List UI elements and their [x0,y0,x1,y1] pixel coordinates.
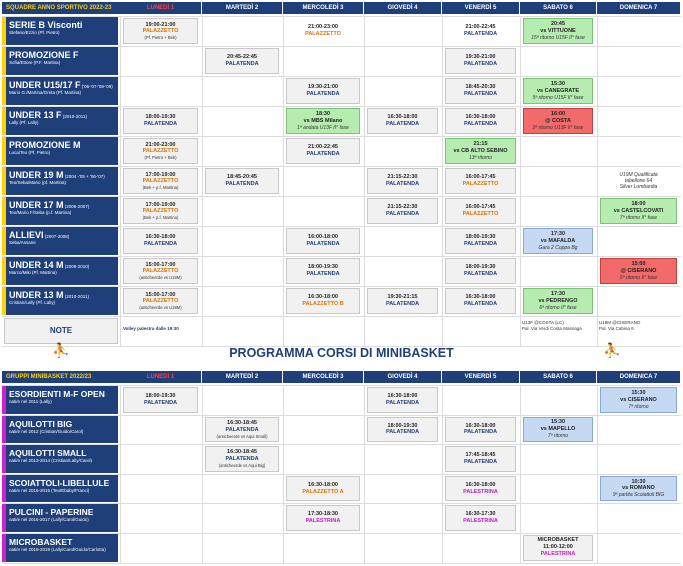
minibasket-cell [367,387,438,413]
cell-line: (Pf. Pietro + Bek) [144,35,177,41]
cell-line: 16:00-17:45 [465,204,496,211]
cell-line: 17:30 [550,291,566,297]
training-cell [123,288,198,314]
team-row-label [2,257,118,285]
training-cell [123,228,198,254]
cell-line: PALATENDA [385,301,420,307]
training-cell [600,258,677,284]
cell-line: 9ª partita Scoiattoli BIG [612,492,665,499]
team-coaches: Luca/Teo (Pf. Pietro) [9,150,51,155]
minibasket-cell [600,476,677,502]
cell-line: vs CISERANO [620,396,657,403]
cell-line: 18:45-20:45 [227,174,257,181]
cell-line: 16:00-17:45 [465,174,496,181]
cell-line: PALESTRINA [463,488,498,495]
minibasket-cell [523,535,593,561]
team-name: UNDER 17 M (2006-2007) [9,200,90,210]
training-cell [123,168,198,194]
cell-line: 21:00-23:00 [308,24,338,31]
training-cell [286,288,360,314]
cell-line: Gara 2 Coppa Bg [538,244,578,251]
top-header-7: DOMENICA 7 [597,2,680,14]
team-years: (2004 -'05 + '06-'07) [63,174,105,179]
group-coaches: nati/e nel 2016-2017 (Lally/Carol/Guido) [9,517,89,523]
section-title: PROGRAMMA CORSI DI MINIBASKET [229,346,454,360]
minibasket-cell [286,505,360,531]
training-cell [286,138,360,164]
training-cell [600,168,677,194]
cell-line: 19:30-21:00 [308,84,338,91]
cell-line: 19:00-21:00 [145,21,176,28]
top-grid-hline [2,316,681,317]
cell-line: 16:30-18:00 [387,114,418,121]
cell-line: 18:00-19:30 [145,392,176,399]
team-name: PROMOZIONE M [9,140,81,150]
cell-line: 6ª ritorno II° fase [619,274,658,281]
cell-line: 16:30-18:00 [387,392,418,399]
cell-line: 18:00 [631,201,646,207]
cell-line: 16:30-17:30 [465,511,496,518]
cell-line: 11:00-12:00 [543,544,573,551]
cell-line: 16:30-18:00 [308,294,338,301]
team-row-label [2,77,118,105]
cell-line: 15:30 [631,389,646,396]
cell-line: PALATENDA [306,241,340,247]
cell-line: 17:00-19:00 [145,201,176,208]
training-cell [445,78,516,104]
training-cell [123,108,198,134]
cell-line: vs CASTELCOVATI [613,207,664,214]
cell-line: PALAZZETTO [142,148,179,155]
minibasket-cell [286,476,360,502]
cell-line: 18:00-19:30 [465,234,496,241]
top-header-3: MERCOLEDÌ 3 [283,2,363,14]
training-cell [523,18,593,44]
training-cell [600,198,677,224]
cell-line: PALATENDA [463,121,498,127]
team-years: (2009-2010) [63,264,90,269]
mini-header-5: VENERDÌ 5 [442,371,519,383]
cell-line: PALATENDA [463,301,498,307]
team-name: SERIE B Visconti [9,20,83,30]
cell-line: 5ª ritorno U15F II° fase [532,94,584,101]
training-cell [205,168,279,194]
cell-line: 18:00-19:30 [387,422,418,429]
team-coaches: Lally (Pf. Lally) [9,120,39,125]
cell-line: PALATENDA [225,181,259,187]
cell-line: 18:00-19:30 [308,264,338,271]
cell-line: Silver Lombardia [619,184,658,191]
cell-line: 18:00-19:30 [465,264,496,271]
training-cell [445,258,516,284]
group-name: AQUILOTTI SMALL [9,448,87,459]
cell-line: 16:30-18:00 [145,234,176,241]
cell-line: PALATENDA [463,271,498,277]
cell-line: vs VITTUONE [540,27,576,34]
cell-line: 15:00-17:00 [145,261,176,268]
cell-line: 7ª ritorno [628,403,649,410]
team-row-label [2,197,118,225]
top-header-6: SABATO 6 [520,2,596,14]
minibasket-cell [600,387,677,413]
training-cell [523,288,593,314]
minibasket-cell [205,446,279,472]
cell-line: PALAZZETTO [142,268,179,275]
team-coaches: Teo/Mario F/Seba (p.f. Martina) [9,210,72,215]
training-cell [123,258,198,284]
team-row-label [2,47,118,75]
training-cell [445,198,516,224]
cell-line: @ COSTA [545,117,571,124]
training-cell [367,108,438,134]
cell-line: PALATENDA [385,429,420,436]
cell-line: PALATENDA [385,121,420,127]
minibasket-cell [445,476,516,502]
cell-line: PALATENDA [463,31,498,37]
cell-line: 15:00-17:00 [145,291,176,298]
mini-header-3: MERCOLEDÌ 3 [283,371,363,383]
training-cell [286,108,360,134]
training-cell [286,258,360,284]
group-coaches: nati/e nel 2018-2019 (Lally/Carol/Guido/Carlotta) [9,547,106,552]
cell-line: 15:30 [550,81,566,87]
cell-line: 2ª ritorno U13F II° fase [532,124,584,131]
cell-line: (Pf. Pietro + Bek) [144,155,177,161]
team-years: ('06-'07-'08-'09) [80,84,113,89]
cell-line: 16:30-18:45 [227,449,257,456]
training-cell [123,18,198,44]
team-coaches: Stefano/Ezzio (Pf. Pietro) [9,30,60,35]
cell-line: 21:15 [473,141,488,147]
cell-line: vs CANEGRATE [536,87,580,94]
cell-line: PALAZZETTO [462,181,499,187]
training-cell [523,108,593,134]
cell-line: 21:15-22:30 [387,174,418,181]
team-row-label [2,167,118,195]
cell-line: 16:30-18:00 [308,481,338,488]
cell-line: 21:00-23:00 [145,141,176,148]
cell-line: @ CISERANO [620,267,657,274]
cell-line: PALATENDA [143,121,178,127]
cell-line: 18:30 [315,111,331,117]
team-row-label [2,287,118,315]
cell-line: (Bek + p.f. Martina) [142,185,179,191]
top-header-4: GIOVEDÌ 4 [364,2,441,14]
cell-line: PALATENDA [463,458,498,465]
team-name: UNDER 13 M (2010-2011) [9,290,89,300]
team-coaches: Cristian/Lally (Pf. Lally) [9,300,56,305]
team-years: (2010-2011) [63,294,89,299]
cell-line: (Bek + p.f. Martina) [142,215,179,221]
training-cell [445,168,516,194]
cell-line: (anticheerde vs Aqui Big) [218,463,266,469]
top-grid-vline [202,16,203,346]
mini-group-label [2,534,118,562]
top-grid-vline [442,16,443,346]
mini-group-label [2,445,118,473]
mini-header-1: LUNEDÌ 1 [120,371,201,383]
team-coaches: Mario G./Martina/Greta (Pf. Martina) [9,90,82,95]
top-grid-vline [597,16,598,346]
training-cell [445,228,516,254]
cell-line: 7ª ritorno [547,433,569,440]
cell-line: 19:30-21:00 [465,54,496,61]
cell-line: PALAZZETTO [305,31,341,37]
team-name: ALLIEVI (2007-2008) [9,230,70,240]
group-coaches: nati/e nel 2016-2015 (Teo/Ebaby/Franci) [9,487,90,493]
cell-line: PALATENDA [225,456,259,463]
group-name: AQUILOTTI BIG [9,418,73,429]
cell-line: PALATENDA [225,426,259,433]
cell-line: 21:00-22:45 [465,24,496,31]
cell-line: 17:30-18:30 [308,511,338,518]
team-years: (2006-2007) [63,204,90,209]
cell-line: (anticheerde vs U19M) [139,305,182,311]
cell-line: 16:30-18:45 [227,419,257,426]
cell-line: 18:45-20:30 [465,84,496,91]
cell-line: PALAZZETTO A [302,488,344,495]
cell-line: PALATENDA [385,181,420,187]
cell-line: 15:00 [631,261,646,267]
mini-header-4: GIOVEDÌ 4 [364,371,441,383]
team-name: UNDER 19 M (2004 -'05 + '06-'07) [9,170,105,180]
training-cell [367,198,438,224]
cell-line: 17:45-18:45 [465,452,496,459]
cell-line: PALESTRINA [305,518,341,525]
training-cell [445,288,516,314]
cell-line: (anticheerde vs Aqui Small) [216,433,268,439]
cell-line: PALAZZETTO [462,211,499,217]
top-grid-vline [283,16,284,346]
cell-line: 7ª ritorno II° fase [619,214,658,221]
training-cell [123,138,198,164]
mini-group-label [2,475,118,503]
note-saturday: U13F @COSTA (LC) Pal. Via Verdi Costa Masnaga [522,320,582,331]
training-cell [523,228,593,254]
training-cell [286,18,360,44]
cell-line: 16:30-18:00 [465,422,496,429]
cell-line: U19M Qualificata [619,171,658,178]
team-coaches: Marco/Miki (Pf. Martina) [9,270,57,275]
training-cell [445,108,516,134]
minibasket-cell [445,505,516,531]
cell-line: PALATENDA [463,91,498,97]
training-cell [523,78,593,104]
cell-line: PALATENDA [306,91,340,97]
cell-line: 16:00 [550,111,566,117]
mini-header-2: MARTEDÌ 2 [202,371,282,383]
cell-line: vs MAPELLO [540,426,576,433]
training-cell [286,228,360,254]
team-name: PROMOZIONE F [9,50,79,60]
group-coaches: nati/e nel 2011 (Lally) [9,399,52,404]
cell-line: tabellone 64 [624,177,653,184]
team-years: (2007-2008) [43,234,70,239]
cell-line: vs PEDRENGO [538,297,578,304]
note-monday: Volley palestra dalle 19:30 [123,326,179,331]
cell-line: PALAZZETTO [142,28,179,35]
cell-line: PALATENDA [225,61,259,67]
team-row-label [2,107,118,135]
cell-line: 21:00-22:45 [308,144,338,151]
cell-line: PALAZZETTO [142,298,179,305]
cell-line: PALATENDA [143,241,178,247]
cell-line: 17:30 [550,231,566,237]
mini-group-label [2,386,118,414]
minibasket-cell [367,417,438,443]
group-name: ESORDIENTI M-F OPEN [9,389,105,399]
team-coaches: Sofia/Ettore (P.F. Martina) [9,60,61,65]
cell-line: 16:30-18:00 [465,481,496,488]
basketball-player-icon: ⛹ [52,342,70,358]
group-coaches: nati/e nel 2012 (Cristian/Guido/Carol) [9,428,84,434]
cell-line: PALATENDA [385,211,420,217]
team-name: UNDER 13 F (2010-2011) [9,110,87,120]
cell-line: 13ª ritorno [469,154,492,161]
minibasket-cell [445,446,516,472]
training-cell [123,198,198,224]
team-row-label [2,137,118,165]
cell-line: PALATENDA [463,241,498,247]
cell-line: PALATENDA [306,151,340,157]
cell-line: PALAZZETTO [142,178,179,185]
group-coaches: nati/e nel 2013-2014 (Cristian/Lally/Carol) [9,458,93,464]
minibasket-cell [205,417,279,443]
team-row-label [2,227,118,255]
mini-header-0: GRUPPI MINIBASKET 2022/23 [2,371,123,383]
minibasket-cell [123,387,198,413]
top-header-1: LUNEDÌ 1 [120,2,201,14]
cell-line: 15:30 [550,419,566,426]
cell-line: PALATENDA [463,429,498,436]
training-cell [367,168,438,194]
cell-line: 18:00-19:30 [145,114,176,121]
cell-line: PALAZZETTO B [302,301,344,307]
mini-group-label [2,416,118,444]
mini-header-7: DOMENICA 7 [597,371,680,383]
note-label: NOTE [4,318,118,344]
cell-line: 10:30 [631,478,646,485]
cell-line: MICROBASKET [537,537,579,544]
mini-header-6: SABATO 6 [520,371,596,383]
cell-line: PALATENDA [385,399,420,406]
team-coaches: Teo/Seba/Mario (pf. Martina) [9,180,67,185]
mini-grid-hline [2,563,681,564]
training-cell [286,78,360,104]
cell-line: 6ª ritorno II° fase [539,304,577,311]
note-sunday: U19M @CISERANO Pal. Via Cabina 6 [599,320,641,331]
cell-line: (anticheerde vs U19M) [139,275,182,281]
basketball-player-icon: ⛹ [603,342,621,358]
training-cell [445,48,516,74]
cell-line: 17:00-19:00 [145,171,176,178]
team-coaches: Seba/Assane [9,240,36,245]
cell-line: vs MBS Milano [303,117,343,124]
cell-line: vs ROMANO [622,485,655,492]
team-name: UNDER 14 M (2009-2010) [9,260,90,270]
cell-line: 21:15-22:30 [387,204,418,211]
cell-line: vs CB ALTO SEBINO [453,147,508,154]
cell-line: 1ª andata U13F II° fase [297,124,349,131]
cell-line: PALATENDA [463,61,498,67]
cell-line: 15ª ritorno U15F II° fase [531,34,585,41]
cell-line: 19:30-21:15 [387,294,418,301]
group-name: MICROBASKET [9,537,73,547]
team-name: UNDER U15/17 F ('06-'07-'08-'09) [9,80,113,90]
cell-line: 20:45-22:45 [227,54,257,61]
training-cell [367,288,438,314]
minibasket-cell [445,417,516,443]
team-row-label [2,17,118,45]
group-name: SCOIATTOLI-LIBELLULE [9,477,110,488]
minibasket-cell [523,417,593,443]
training-cell [445,18,516,44]
cell-line: 16:30-18:00 [465,114,496,121]
top-grid-vline [120,16,121,346]
mini-group-label [2,504,118,532]
top-header-0: SQUADRE ANNO SPORTIVO 2022-23 [2,2,123,14]
cell-line: PALESTRINA [540,551,576,558]
cell-line: 16:00-18:00 [308,234,338,241]
top-grid-vline [520,16,521,346]
top-header-5: VENERDÌ 5 [442,2,519,14]
group-name: PULCINI - PAPERINE [9,507,94,518]
top-grid-vline [364,16,365,346]
training-cell [445,138,516,164]
training-cell [205,48,279,74]
cell-line: 16:30-18:00 [465,294,496,301]
cell-line: PALATENDA [306,271,340,277]
cell-line: PALATENDA [143,399,178,406]
cell-line: vs MAFALDA [540,237,576,244]
top-header-2: MARTEDÌ 2 [202,2,282,14]
cell-line: PALAZZETTO [142,208,179,215]
cell-line: PALESTRINA [463,518,498,525]
team-years: (2010-2011) [61,114,87,119]
cell-line: 20:45 [550,21,566,27]
